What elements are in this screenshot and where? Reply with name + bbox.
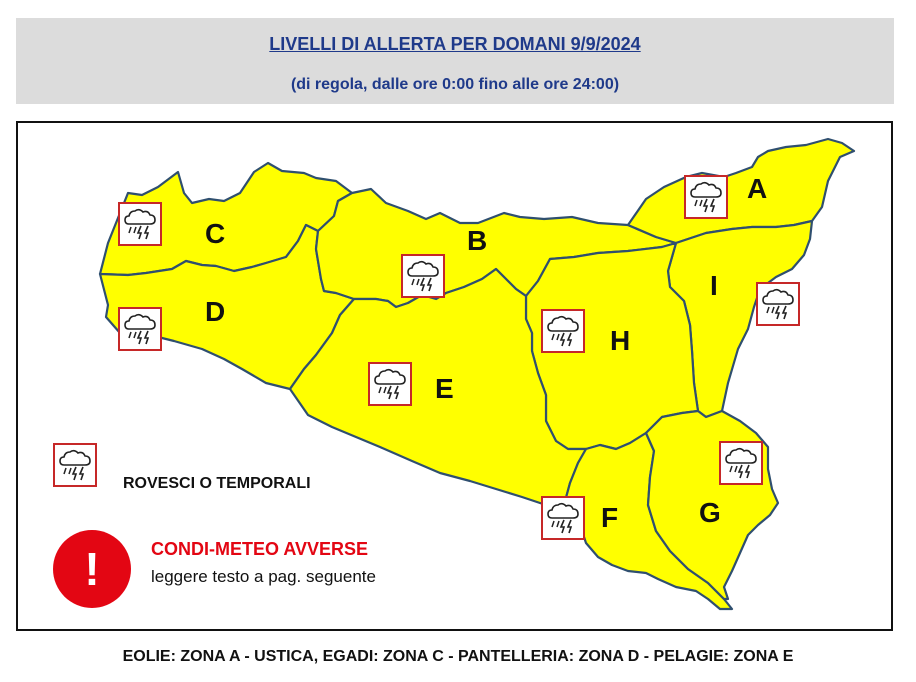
warning-title: CONDI-METEO AVVERSE [151, 539, 369, 559]
thunderstorm-icon [118, 202, 162, 246]
zone-label-b: B [467, 225, 488, 256]
exclamation-icon [53, 530, 131, 608]
legend-storm-label: ROVESCI O TEMPORALI [123, 475, 311, 492]
header-banner [16, 18, 894, 104]
legend-thunderstorm-icon [53, 443, 97, 487]
zone-label-h: H [610, 325, 631, 356]
zone-label-a: A [747, 173, 768, 204]
zone-label-g: G [699, 497, 721, 528]
footer-islands-note: EOLIE: ZONA A - USTICA, EGADI: ZONA C - PANTELLERIA: ZONA D - PELAGIE: ZONA E [122, 648, 794, 665]
warning-note: leggere testo a pag. seguente [151, 567, 376, 586]
zone-label-e: E [435, 373, 454, 404]
zone-label-f: F [601, 502, 619, 533]
zone-label-i: I [710, 270, 718, 301]
thunderstorm-icon [118, 307, 162, 351]
thunderstorm-icon [401, 254, 445, 298]
exclamation-glyph: ! [84, 543, 100, 595]
thunderstorm-icon [368, 362, 412, 406]
top-cut-off-banner [0, 0, 916, 8]
zone-label-c: C [205, 218, 226, 249]
thunderstorm-icon [719, 441, 763, 485]
thunderstorm-icon [541, 309, 585, 353]
page-subtitle: (di regola, dalle ore 0:00 fino alle ore 24:00) [290, 76, 620, 93]
page-title: LIVELLI DI ALLERTA PER DOMANI 9/9/2024 [269, 34, 641, 54]
thunderstorm-icon [756, 282, 800, 326]
zone-label-d: D [205, 296, 226, 327]
thunderstorm-icon [541, 496, 585, 540]
thunderstorm-icon [684, 175, 728, 219]
